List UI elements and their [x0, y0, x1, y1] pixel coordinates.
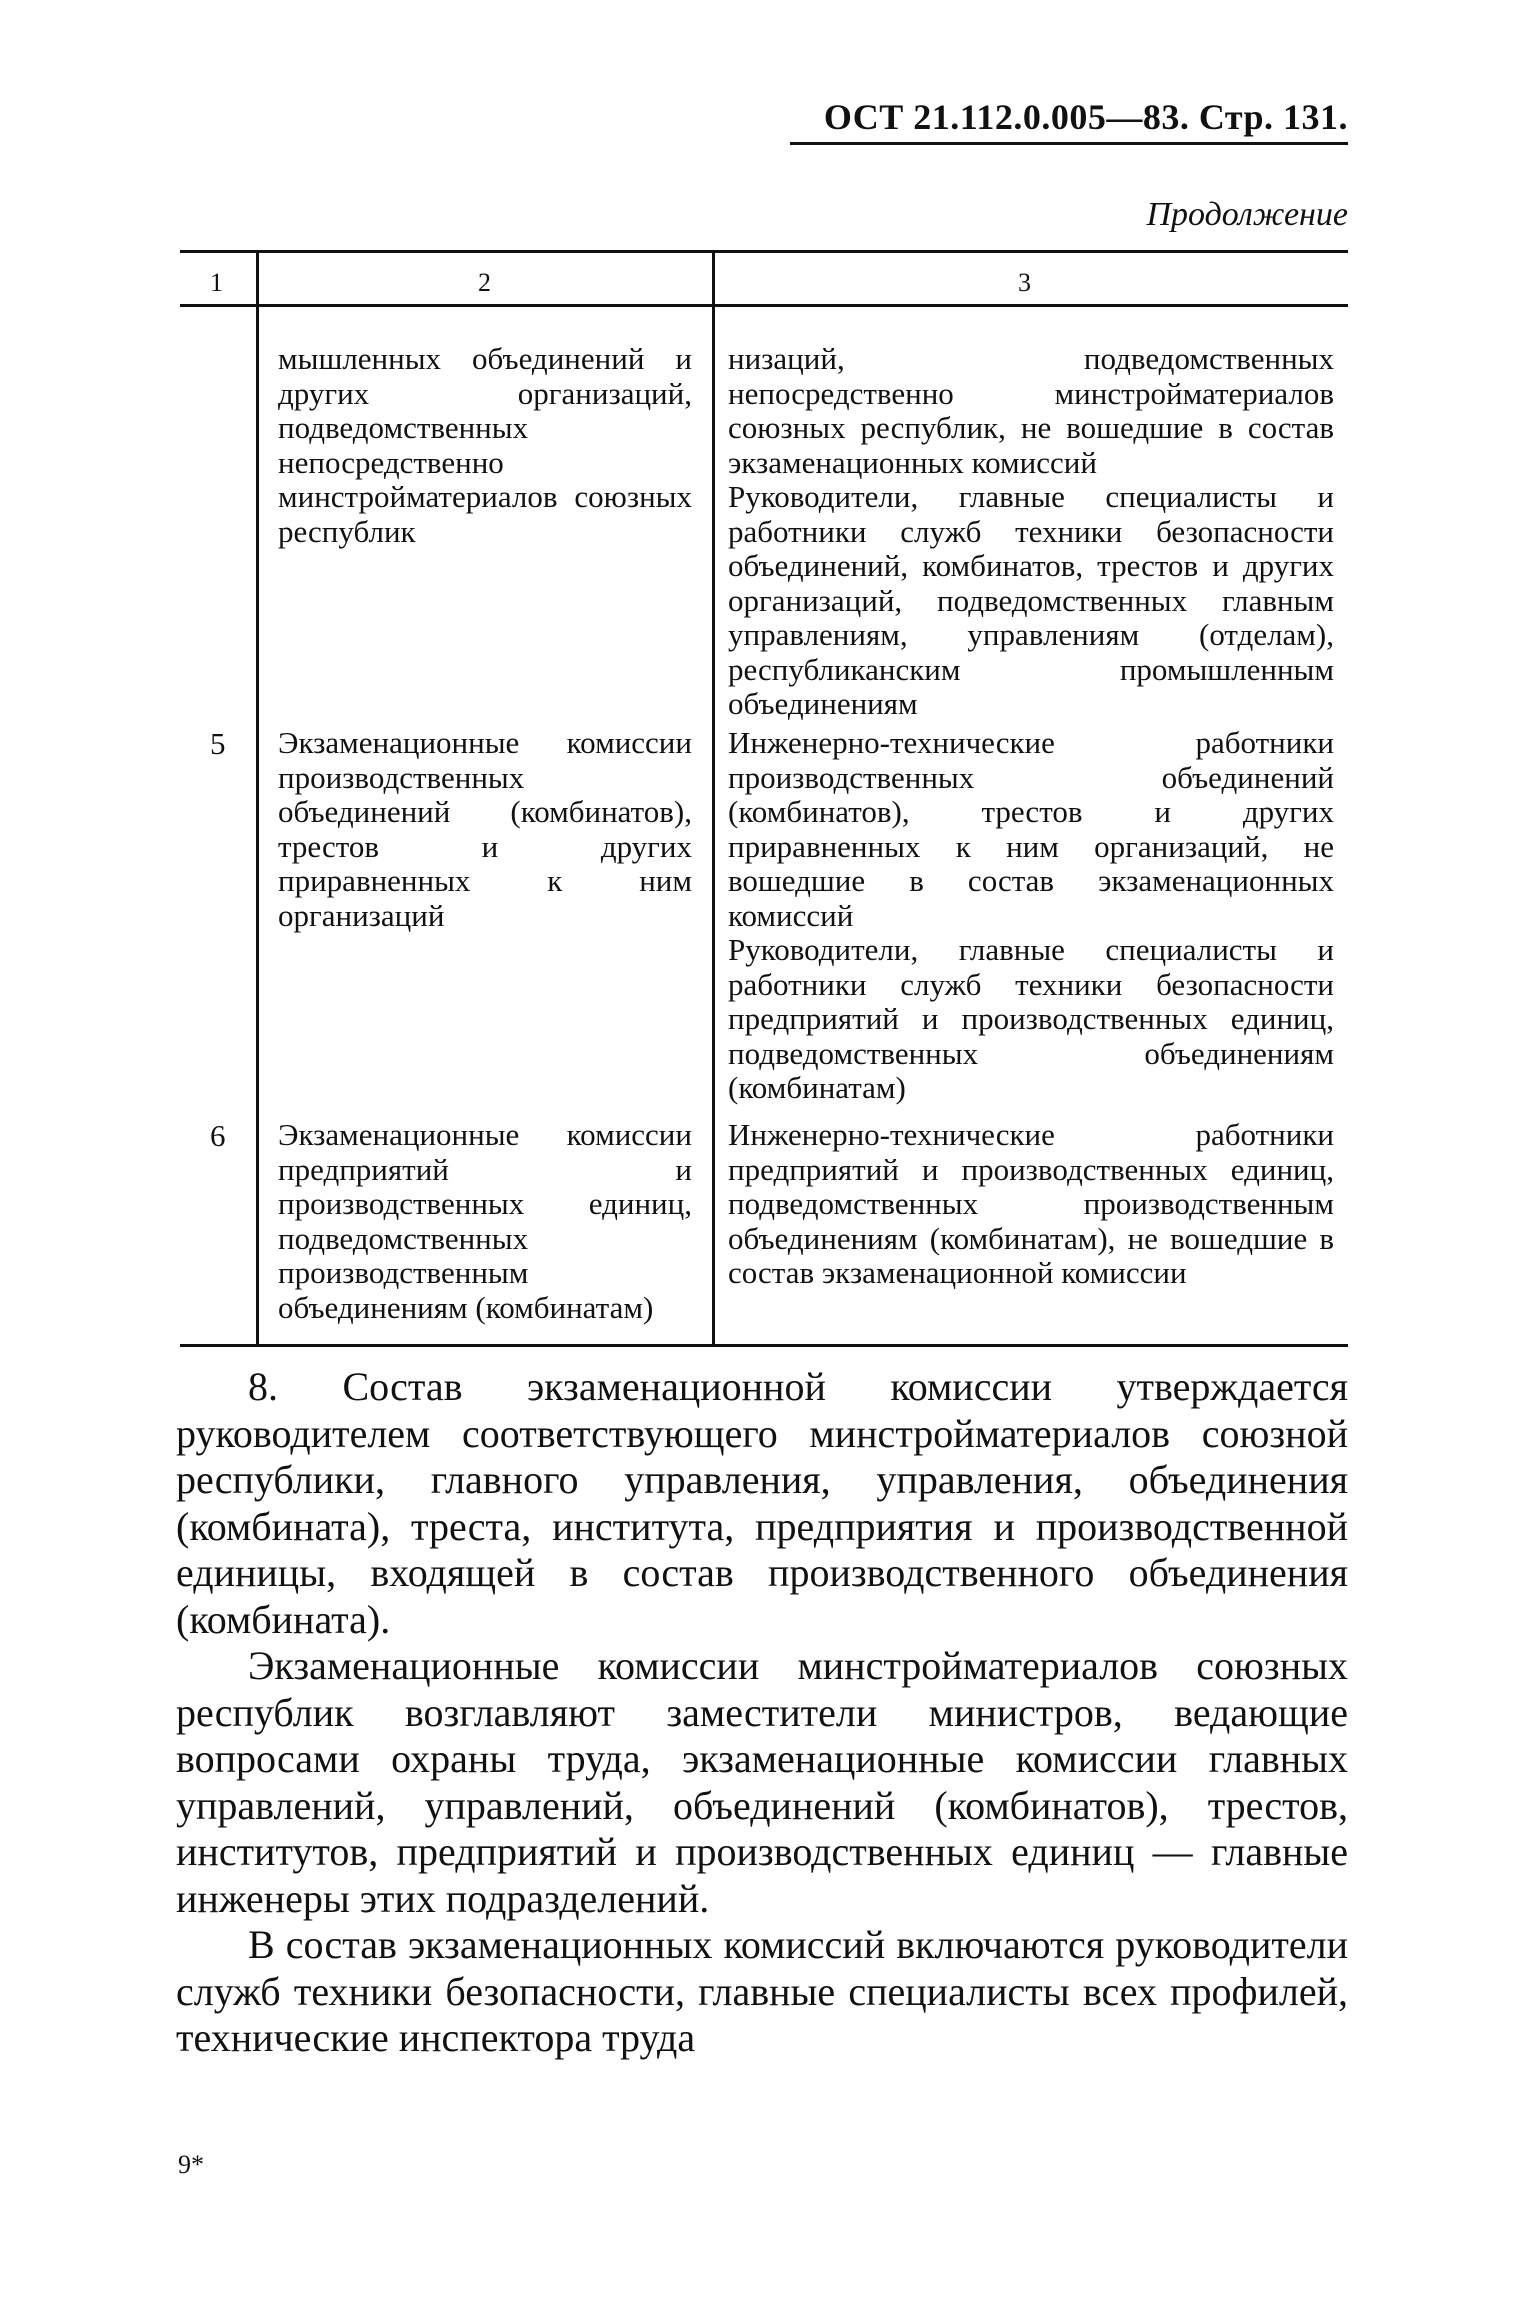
table-row-6-col2: Экзаменационные комиссии предприятий и производственных единиц, подведомственных производственным объединениям (комбинатам): [278, 1117, 692, 1325]
table-row-5-col2: Экзаменационные комиссии производственных объединений (комбинатов), трестов и других приравненных к ним организаций: [278, 725, 692, 933]
paragraph-commission-members: В состав экзаменационных комиссий включаются руководители служб техники безопасности, главные специалисты всех профилей, технические инспектора труда: [176, 1922, 1348, 2060]
standard-table: [180, 250, 1348, 1350]
row-number-5: 5: [210, 726, 226, 761]
paragraph-commission-heads: Экзаменационные комиссии минстройматериалов союзных республик возглавляют заместители министров, ведающие вопросами охраны труда, экзаменационные комиссии главных управлений, управлений, объединений (комбинатов), трестов, институтов, предприятий и производственных единиц — главные инженеры этих подразделений.: [176, 1643, 1348, 1921]
col-header-3: 3: [1018, 268, 1031, 297]
signature-mark: 9*: [178, 2150, 204, 2179]
cell-paragraph: Руководители, главные специалисты и работники служб техники безопасности предприятий и производственных единиц, подведомственных объединениям (комбинатам): [728, 932, 1334, 1105]
body-text: [176, 1364, 1348, 2062]
col-header-1: 1: [210, 268, 223, 297]
paragraph-8: 8. Состав экзаменационной комиссии утверждается руководителем соответствующего минстройматериалов союзной республики, главного управления, управления, объединения (комбината), треста, института, предприятия и производственной единицы, входящей в состав производственного объединения (комбината).: [176, 1364, 1348, 1642]
table-row-continued-col3: [728, 342, 1334, 722]
table-row-6-col3: [728, 1118, 1334, 1291]
table-row-continued-col2: мышленных объединений и других организаций, подведомственных непосредственно минстройматериалов союзных республик: [278, 341, 692, 549]
row-number-6: 6: [210, 1118, 226, 1153]
table-row-5-col3: [728, 726, 1334, 1106]
table-header-rule: [180, 304, 1348, 307]
col-header-2: 2: [478, 268, 491, 297]
table-col-divider-2: [712, 250, 715, 1347]
table-bottom-rule: [180, 1344, 1348, 1347]
document-header: ОСТ 21.112.0.005—83. Стр. 131.: [790, 96, 1348, 145]
cell-paragraph: Руководители, главные специалисты и работники служб техники безопасности объединений, комбинатов, трестов и других организаций, подведомственных главным управлениям, управлениям (отделам), республиканским промышленным объединениям: [728, 479, 1334, 721]
cell-paragraph: Инженерно-технические работники предприятий и производственных единиц, подведомственных производственным объединениям (комбинатам), не вошедшие в состав экзаменационной комиссии: [728, 1117, 1334, 1290]
cell-paragraph: Инженерно-технические работники производственных объединений (комбинатов), трестов и других приравненных к ним организаций, не вошедшие в состав экзаменационных комиссий: [728, 725, 1334, 933]
table-col-divider-1: [256, 250, 259, 1347]
continuation-label: Продолжение: [1146, 196, 1348, 233]
table-top-rule: [180, 250, 1348, 253]
cell-paragraph: низаций, подведомственных непосредственно минстройматериалов союзных республик, не вошедшие в состав экзаменационных комиссий: [728, 341, 1334, 480]
